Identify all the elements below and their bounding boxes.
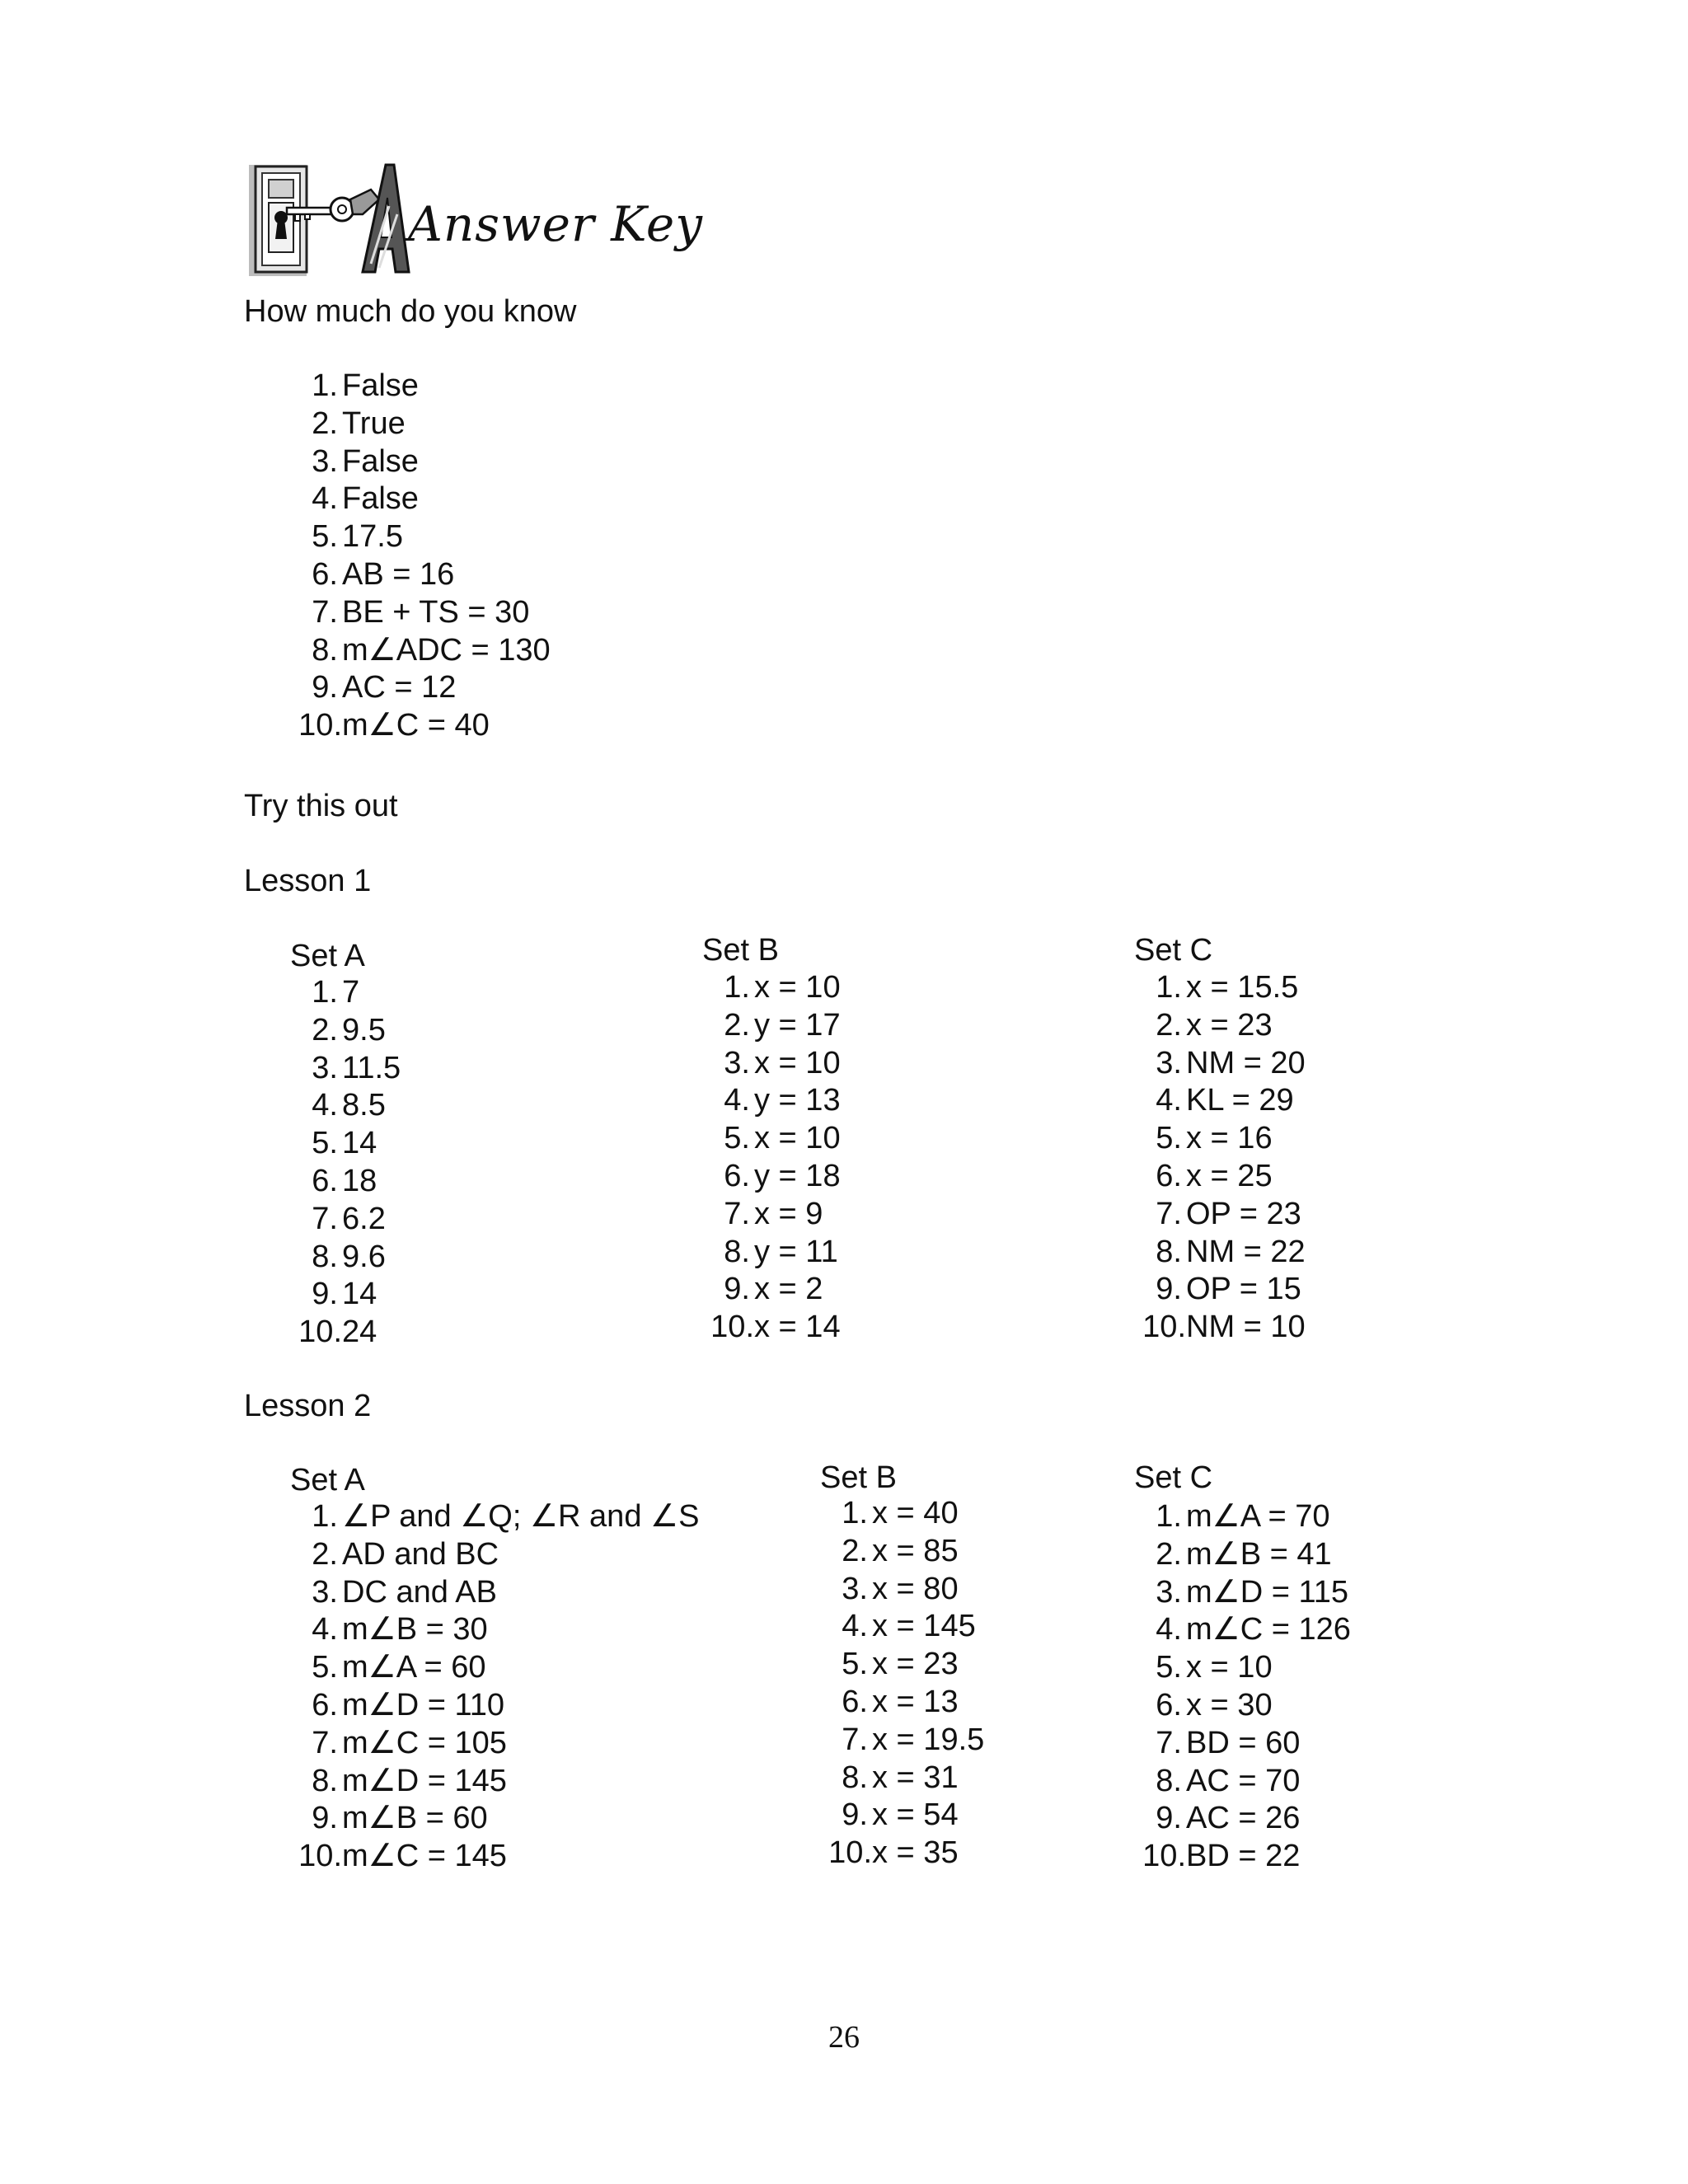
list-item: 10.m∠C = 145 — [298, 1839, 507, 1874]
list-item: 8. NM = 22 — [1156, 1234, 1306, 1269]
list-item: 1. x = 40 — [842, 1496, 959, 1530]
lesson1-set-a-label: Set A — [290, 939, 365, 973]
list-item: 10.m∠C = 40 — [298, 708, 490, 743]
list-item: 8. y = 11 — [724, 1234, 838, 1269]
list-item: 9. OP = 15 — [1156, 1272, 1301, 1307]
list-item: 5. x = 16 — [1156, 1121, 1273, 1156]
key-and-keyhole-icon — [247, 148, 412, 280]
try-this-out-heading: Try this out — [244, 789, 398, 823]
list-item: 8. x = 31 — [842, 1760, 959, 1795]
list-item: 3. x = 10 — [724, 1045, 841, 1080]
list-item: 4. False — [312, 481, 419, 517]
list-item: 3. False — [312, 443, 419, 479]
list-item: 10.NM = 10 — [1142, 1310, 1306, 1345]
list-item: 7. m∠C = 105 — [312, 1725, 507, 1760]
list-item: 9. AC = 12 — [312, 670, 457, 705]
list-item: 2. 9.5 — [312, 1012, 386, 1047]
list-item: 4. KL = 29 — [1156, 1083, 1294, 1118]
lesson2-set-a-list — [288, 1498, 699, 1876]
list-item: 8. m∠ADC = 130 — [312, 632, 551, 668]
list-item: 1. x = 15.5 — [1156, 970, 1299, 1005]
page-title: Answer Key — [408, 196, 703, 252]
lesson1-heading: Lesson 1 — [244, 864, 372, 898]
list-item: 5. 14 — [312, 1126, 377, 1161]
lesson2-set-b-label: Set B — [820, 1460, 897, 1495]
lesson2-set-c-list — [1132, 1498, 1351, 1876]
list-item: 6. AB = 16 — [312, 556, 455, 592]
list-item: 9. m∠B = 60 — [312, 1801, 488, 1836]
lesson2-set-c-label: Set C — [1134, 1460, 1213, 1495]
list-item: 6. 18 — [312, 1163, 377, 1198]
list-item: 8. 9.6 — [312, 1239, 386, 1274]
list-item: 1. False — [312, 368, 419, 403]
list-item: 6. x = 25 — [1156, 1158, 1273, 1193]
list-item: 4. m∠B = 30 — [312, 1612, 488, 1647]
list-item: 10.24 — [298, 1315, 377, 1350]
list-item: 5. 17.5 — [312, 519, 403, 555]
page-number: 26 — [828, 2020, 860, 2055]
list-item: 8. AC = 70 — [1156, 1763, 1301, 1798]
list-item: 2. y = 17 — [724, 1007, 841, 1043]
list-item: 1. 7 — [312, 975, 360, 1010]
list-item: 3. m∠D = 115 — [1156, 1574, 1349, 1610]
list-item: 9. x = 2 — [724, 1272, 823, 1307]
intro-heading: How much do you know — [244, 294, 577, 329]
list-item: 6. x = 30 — [1156, 1687, 1273, 1722]
list-item: 9. AC = 26 — [1156, 1801, 1301, 1836]
list-item: 7. BD = 60 — [1156, 1725, 1301, 1760]
lesson2-set-a-label: Set A — [290, 1463, 365, 1497]
list-item: 1. ∠P and ∠Q; ∠R and ∠S — [312, 1499, 700, 1534]
list-item: 10.x = 14 — [710, 1310, 841, 1345]
lesson2-set-b-list — [818, 1495, 984, 1872]
list-item: 7. OP = 23 — [1156, 1196, 1301, 1231]
list-item: 5. m∠A = 60 — [312, 1650, 486, 1685]
list-item: 1. x = 10 — [724, 970, 841, 1005]
list-item: 3. x = 80 — [842, 1571, 959, 1606]
list-item: 2. AD and BC — [312, 1536, 499, 1572]
list-item: 9. 14 — [312, 1277, 377, 1312]
list-item: 7. x = 19.5 — [842, 1722, 985, 1757]
list-item: 7. BE + TS = 30 — [312, 594, 530, 630]
lesson1-set-b-list — [701, 969, 841, 1347]
list-item: 7. 6.2 — [312, 1201, 386, 1236]
list-item: 2. m∠B = 41 — [1156, 1536, 1332, 1572]
list-item: 2. x = 23 — [1156, 1007, 1273, 1043]
lesson1-set-a-list — [288, 974, 401, 1352]
list-item: 7. x = 9 — [724, 1196, 823, 1231]
list-item: 9. x = 54 — [842, 1797, 959, 1833]
list-item: 5. x = 10 — [724, 1121, 841, 1156]
list-item: 10.x = 35 — [828, 1835, 959, 1871]
intro-answer-list — [288, 368, 551, 745]
list-item: 6. m∠D = 110 — [312, 1687, 505, 1722]
lesson1-set-c-label: Set C — [1134, 933, 1213, 968]
lesson1-set-b-label: Set B — [702, 933, 779, 968]
list-item: 6. x = 13 — [842, 1684, 959, 1719]
list-item: 10.BD = 22 — [1142, 1839, 1301, 1874]
answer-key-logo — [247, 148, 412, 280]
list-item: 4. y = 13 — [724, 1083, 841, 1118]
list-item: 8. m∠D = 145 — [312, 1763, 507, 1798]
list-item: 1. m∠A = 70 — [1156, 1499, 1330, 1534]
list-item: 5. x = 23 — [842, 1647, 959, 1682]
list-item: 5. x = 10 — [1156, 1650, 1273, 1685]
lesson2-heading: Lesson 2 — [244, 1389, 372, 1423]
list-item: 3. 11.5 — [312, 1050, 401, 1085]
list-item: 6. y = 18 — [724, 1158, 841, 1193]
list-item: 4. 8.5 — [312, 1088, 386, 1123]
list-item: 2. x = 85 — [842, 1533, 959, 1568]
list-item: 3. NM = 20 — [1156, 1045, 1306, 1080]
list-item: 4. x = 145 — [842, 1609, 976, 1644]
list-item: 3. DC and AB — [312, 1574, 497, 1610]
list-item: 4. m∠C = 126 — [1156, 1612, 1351, 1647]
lesson1-set-c-list — [1132, 969, 1306, 1347]
list-item: 2. True — [312, 405, 406, 441]
